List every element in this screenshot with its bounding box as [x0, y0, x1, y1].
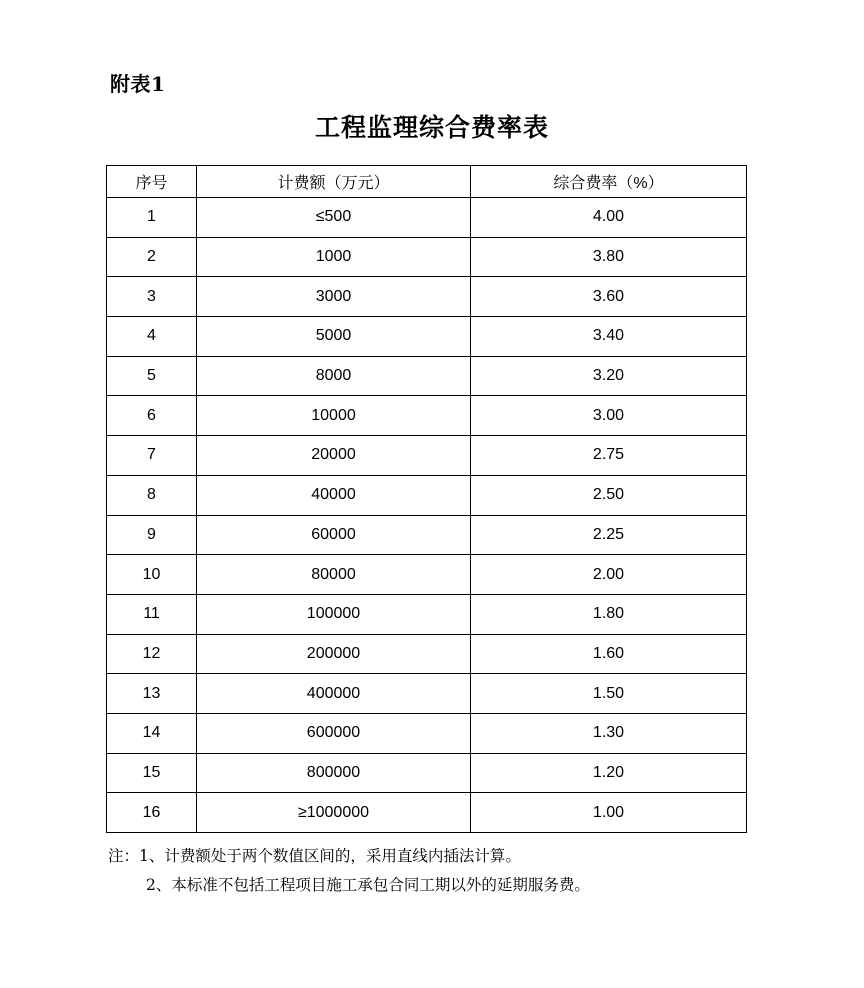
cell-fee-amount: 600000	[197, 713, 471, 753]
cell-fee-amount: 10000	[197, 396, 471, 436]
cell-index: 5	[107, 356, 197, 396]
table-row	[107, 594, 747, 634]
cell-index: 14	[107, 713, 197, 753]
cell-index: 8	[107, 475, 197, 515]
table-row	[107, 555, 747, 595]
table-row	[107, 317, 747, 357]
cell-rate: 3.60	[471, 277, 747, 317]
footnote-2: 2、本标准不包括工程项目施工承包合同工期以外的延期服务费。	[146, 876, 590, 894]
cell-rate: 3.00	[471, 396, 747, 436]
table-row	[107, 436, 747, 476]
appendix-label: 附表1	[110, 72, 166, 96]
cell-rate: 2.50	[471, 475, 747, 515]
cell-fee-amount: 8000	[197, 356, 471, 396]
cell-rate: 1.80	[471, 594, 747, 634]
header-index: 序号	[107, 166, 197, 198]
cell-index: 13	[107, 674, 197, 714]
cell-rate: 2.25	[471, 515, 747, 555]
header-fee-amount: 计费额（万元）	[197, 166, 471, 198]
cell-rate: 2.75	[471, 436, 747, 476]
cell-fee-amount: 1000	[197, 237, 471, 277]
table-row	[107, 356, 747, 396]
cell-fee-amount: ≥1000000	[197, 793, 471, 833]
cell-fee-amount: ≤500	[197, 198, 471, 238]
cell-rate: 4.00	[471, 198, 747, 238]
cell-rate: 1.60	[471, 634, 747, 674]
cell-index: 12	[107, 634, 197, 674]
table-row	[107, 634, 747, 674]
cell-fee-amount: 20000	[197, 436, 471, 476]
fee-rate-table	[106, 165, 747, 833]
footnote-1: 注：1、计费额处于两个数值区间的，采用直线内插法计算。	[108, 847, 521, 865]
cell-rate: 3.20	[471, 356, 747, 396]
cell-index: 7	[107, 436, 197, 476]
table-row	[107, 475, 747, 515]
cell-index: 10	[107, 555, 197, 595]
table-row	[107, 198, 747, 238]
table-row	[107, 237, 747, 277]
cell-fee-amount: 80000	[197, 555, 471, 595]
cell-index: 9	[107, 515, 197, 555]
header-rate: 综合费率（%）	[471, 166, 747, 198]
cell-fee-amount: 100000	[197, 594, 471, 634]
cell-fee-amount: 400000	[197, 674, 471, 714]
cell-rate: 1.20	[471, 753, 747, 793]
page-title: 工程监理综合费率表	[314, 113, 549, 142]
cell-index: 15	[107, 753, 197, 793]
cell-index: 4	[107, 317, 197, 357]
table-row	[107, 515, 747, 555]
cell-rate: 1.00	[471, 793, 747, 833]
cell-fee-amount: 60000	[197, 515, 471, 555]
cell-fee-amount: 40000	[197, 475, 471, 515]
cell-index: 3	[107, 277, 197, 317]
table-row	[107, 753, 747, 793]
table-header-row	[107, 166, 747, 198]
cell-rate: 3.40	[471, 317, 747, 357]
cell-fee-amount: 800000	[197, 753, 471, 793]
cell-rate: 1.30	[471, 713, 747, 753]
table-row	[107, 396, 747, 436]
cell-index: 1	[107, 198, 197, 238]
cell-index: 2	[107, 237, 197, 277]
cell-rate: 2.00	[471, 555, 747, 595]
cell-index: 6	[107, 396, 197, 436]
cell-fee-amount: 5000	[197, 317, 471, 357]
cell-fee-amount: 3000	[197, 277, 471, 317]
table-row	[107, 713, 747, 753]
cell-index: 16	[107, 793, 197, 833]
cell-rate: 1.50	[471, 674, 747, 714]
table-row	[107, 277, 747, 317]
table-row	[107, 674, 747, 714]
cell-index: 11	[107, 594, 197, 634]
cell-rate: 3.80	[471, 237, 747, 277]
table-row	[107, 793, 747, 833]
cell-fee-amount: 200000	[197, 634, 471, 674]
